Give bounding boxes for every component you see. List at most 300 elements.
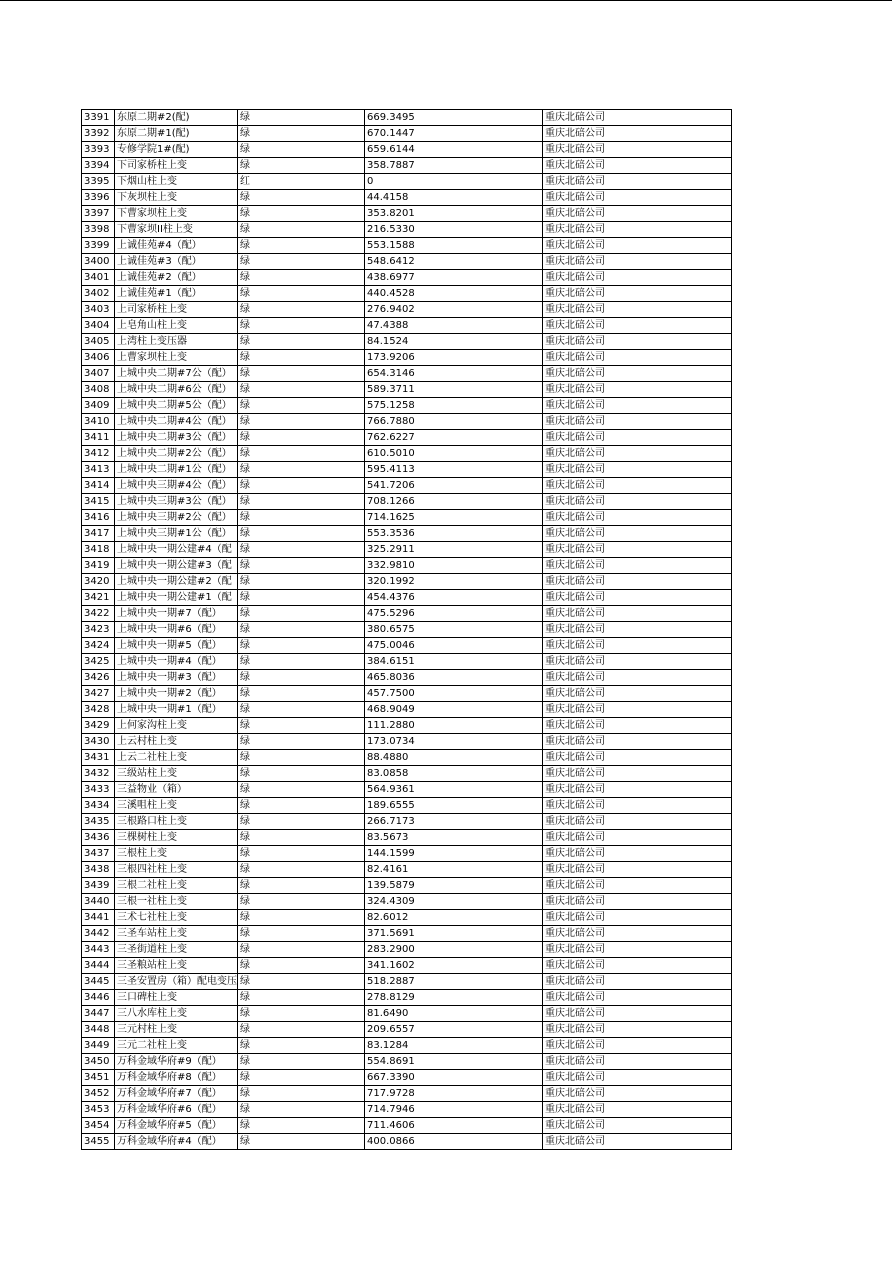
row-company-cell: 重庆北碚公司 (543, 1102, 732, 1118)
row-value-cell: 564.9361 (365, 782, 543, 798)
row-status-cell: 绿 (238, 190, 365, 206)
row-id-cell: 3432 (82, 766, 115, 782)
row-name-cell: 三八水库柱上变 (115, 1006, 238, 1022)
row-id-cell: 3428 (82, 702, 115, 718)
row-value-cell: 139.5879 (365, 878, 543, 894)
row-id-cell: 3423 (82, 622, 115, 638)
row-status-cell: 绿 (238, 814, 365, 830)
row-status-cell: 绿 (238, 1038, 365, 1054)
row-company-cell: 重庆北碚公司 (543, 750, 732, 766)
table-row (82, 766, 732, 782)
row-status-cell: 绿 (238, 622, 365, 638)
row-name-cell: 上皂角山柱上变 (115, 318, 238, 334)
row-status-cell: 绿 (238, 158, 365, 174)
row-value-cell: 324.4309 (365, 894, 543, 910)
row-name-cell: 三级站柱上变 (115, 766, 238, 782)
row-company-cell: 重庆北碚公司 (543, 318, 732, 334)
row-name-cell: 上城中央一期#6（配） (115, 622, 238, 638)
row-status-cell: 绿 (238, 702, 365, 718)
row-company-cell: 重庆北碚公司 (543, 1054, 732, 1070)
row-status-cell: 绿 (238, 638, 365, 654)
row-id-cell: 3417 (82, 526, 115, 542)
row-name-cell: 上城中央三期#4公（配） (115, 478, 238, 494)
table-row (82, 814, 732, 830)
row-value-cell: 341.1602 (365, 958, 543, 974)
row-value-cell: 708.1266 (365, 494, 543, 510)
row-value-cell: 0 (365, 174, 543, 190)
table-row (82, 238, 732, 254)
table-row (82, 1038, 732, 1054)
row-name-cell: 下灰坝柱上变 (115, 190, 238, 206)
row-company-cell: 重庆北碚公司 (543, 510, 732, 526)
row-id-cell: 3447 (82, 1006, 115, 1022)
row-status-cell: 绿 (238, 430, 365, 446)
table-row (82, 894, 732, 910)
table-row (82, 782, 732, 798)
row-id-cell: 3451 (82, 1070, 115, 1086)
row-company-cell: 重庆北碚公司 (543, 414, 732, 430)
row-id-cell: 3418 (82, 542, 115, 558)
row-value-cell: 44.4158 (365, 190, 543, 206)
row-id-cell: 3453 (82, 1102, 115, 1118)
row-name-cell: 三圣粮站柱上变 (115, 958, 238, 974)
row-status-cell: 绿 (238, 254, 365, 270)
row-value-cell: 766.7880 (365, 414, 543, 430)
row-company-cell: 重庆北碚公司 (543, 654, 732, 670)
row-value-cell: 554.8691 (365, 1054, 543, 1070)
row-value-cell: 589.3711 (365, 382, 543, 398)
row-status-cell: 绿 (238, 958, 365, 974)
row-id-cell: 3431 (82, 750, 115, 766)
table-row (82, 366, 732, 382)
row-company-cell: 重庆北碚公司 (543, 190, 732, 206)
row-company-cell: 重庆北碚公司 (543, 1022, 732, 1038)
table-row (82, 318, 732, 334)
row-status-cell: 绿 (238, 1086, 365, 1102)
row-company-cell: 重庆北碚公司 (543, 766, 732, 782)
row-id-cell: 3436 (82, 830, 115, 846)
table-row (82, 670, 732, 686)
row-status-cell: 绿 (238, 670, 365, 686)
row-name-cell: 上城中央一期#4（配） (115, 654, 238, 670)
row-name-cell: 上城中央二期#1公（配） (115, 462, 238, 478)
row-value-cell: 465.8036 (365, 670, 543, 686)
row-value-cell: 325.2911 (365, 542, 543, 558)
row-name-cell: 三圣车站柱上变 (115, 926, 238, 942)
table-row (82, 574, 732, 590)
row-value-cell: 144.1599 (365, 846, 543, 862)
row-id-cell: 3399 (82, 238, 115, 254)
row-company-cell: 重庆北碚公司 (543, 1070, 732, 1086)
row-company-cell: 重庆北碚公司 (543, 878, 732, 894)
row-name-cell: 万科金域华府#7（配） (115, 1086, 238, 1102)
row-company-cell: 重庆北碚公司 (543, 974, 732, 990)
row-status-cell: 绿 (238, 302, 365, 318)
row-status-cell: 绿 (238, 606, 365, 622)
row-name-cell: 三术七社柱上变 (115, 910, 238, 926)
row-status-cell: 绿 (238, 142, 365, 158)
table-row (82, 158, 732, 174)
row-status-cell: 绿 (238, 510, 365, 526)
row-name-cell: 上诚佳苑#3（配） (115, 254, 238, 270)
table-row (82, 254, 732, 270)
row-name-cell: 三根四社柱上变 (115, 862, 238, 878)
row-company-cell: 重庆北碚公司 (543, 590, 732, 606)
row-name-cell: 上诚佳苑#2（配） (115, 270, 238, 286)
table-row (82, 414, 732, 430)
row-status-cell: 绿 (238, 910, 365, 926)
row-status-cell: 绿 (238, 1054, 365, 1070)
row-status-cell: 绿 (238, 494, 365, 510)
row-value-cell: 475.0046 (365, 638, 543, 654)
row-company-cell: 重庆北碚公司 (543, 126, 732, 142)
row-company-cell: 重庆北碚公司 (543, 718, 732, 734)
table-row (82, 334, 732, 350)
row-id-cell: 3445 (82, 974, 115, 990)
row-company-cell: 重庆北碚公司 (543, 1134, 732, 1150)
row-company-cell: 重庆北碚公司 (543, 174, 732, 190)
row-company-cell: 重庆北碚公司 (543, 670, 732, 686)
row-value-cell: 548.6412 (365, 254, 543, 270)
table-row (82, 430, 732, 446)
row-value-cell: 173.9206 (365, 350, 543, 366)
row-id-cell: 3393 (82, 142, 115, 158)
table-row (82, 1054, 732, 1070)
table-row (82, 622, 732, 638)
row-name-cell: 三根一社柱上变 (115, 894, 238, 910)
row-value-cell: 440.4528 (365, 286, 543, 302)
row-company-cell: 重庆北碚公司 (543, 1006, 732, 1022)
table-row (82, 606, 732, 622)
row-id-cell: 3443 (82, 942, 115, 958)
row-name-cell: 万科金域华府#6（配） (115, 1102, 238, 1118)
row-id-cell: 3405 (82, 334, 115, 350)
row-status-cell: 绿 (238, 990, 365, 1006)
row-value-cell: 400.0866 (365, 1134, 543, 1150)
row-id-cell: 3449 (82, 1038, 115, 1054)
row-value-cell: 714.7946 (365, 1102, 543, 1118)
table-row (82, 350, 732, 366)
row-status-cell: 绿 (238, 110, 365, 126)
row-company-cell: 重庆北碚公司 (543, 606, 732, 622)
row-company-cell: 重庆北碚公司 (543, 302, 732, 318)
row-status-cell: 绿 (238, 590, 365, 606)
row-id-cell: 3392 (82, 126, 115, 142)
row-status-cell: 绿 (238, 1118, 365, 1134)
row-company-cell: 重庆北碚公司 (543, 958, 732, 974)
row-value-cell: 541.7206 (365, 478, 543, 494)
row-name-cell: 东原二期#1(配) (115, 126, 238, 142)
row-id-cell: 3419 (82, 558, 115, 574)
row-id-cell: 3397 (82, 206, 115, 222)
row-company-cell: 重庆北碚公司 (543, 798, 732, 814)
row-company-cell: 重庆北碚公司 (543, 686, 732, 702)
table-row (82, 1086, 732, 1102)
table-row (82, 190, 732, 206)
row-name-cell: 上城中央二期#2公（配） (115, 446, 238, 462)
row-company-cell: 重庆北碚公司 (543, 830, 732, 846)
row-status-cell: 绿 (238, 766, 365, 782)
row-company-cell: 重庆北碚公司 (543, 574, 732, 590)
row-status-cell: 绿 (238, 382, 365, 398)
row-value-cell: 358.7887 (365, 158, 543, 174)
row-status-cell: 绿 (238, 942, 365, 958)
row-status-cell: 绿 (238, 798, 365, 814)
row-value-cell: 714.1625 (365, 510, 543, 526)
row-name-cell: 上城中央一期公建#3（配 (115, 558, 238, 574)
row-name-cell: 上城中央一期#3（配） (115, 670, 238, 686)
row-value-cell: 332.9810 (365, 558, 543, 574)
row-name-cell: 上云二社柱上变 (115, 750, 238, 766)
row-company-cell: 重庆北碚公司 (543, 334, 732, 350)
table-row (82, 958, 732, 974)
row-company-cell: 重庆北碚公司 (543, 526, 732, 542)
row-name-cell: 上城中央三期#3公（配） (115, 494, 238, 510)
row-status-cell: 绿 (238, 686, 365, 702)
row-value-cell: 209.6557 (365, 1022, 543, 1038)
table-row (82, 942, 732, 958)
table-row (82, 1070, 732, 1086)
table-row (82, 1022, 732, 1038)
row-name-cell: 上城中央一期#2（配） (115, 686, 238, 702)
row-status-cell: 绿 (238, 574, 365, 590)
row-company-cell: 重庆北碚公司 (543, 478, 732, 494)
row-company-cell: 重庆北碚公司 (543, 110, 732, 126)
row-name-cell: 三根路口柱上变 (115, 814, 238, 830)
table-row (82, 206, 732, 222)
row-status-cell: 绿 (238, 238, 365, 254)
row-company-cell: 重庆北碚公司 (543, 942, 732, 958)
row-status-cell: 绿 (238, 862, 365, 878)
row-id-cell: 3441 (82, 910, 115, 926)
row-status-cell: 红 (238, 174, 365, 190)
table-row (82, 1118, 732, 1134)
row-name-cell: 上城中央一期公建#4（配 (115, 542, 238, 558)
row-status-cell: 绿 (238, 830, 365, 846)
row-status-cell: 绿 (238, 1070, 365, 1086)
table-row (82, 126, 732, 142)
row-name-cell: 三圣街道柱上变 (115, 942, 238, 958)
row-company-cell: 重庆北碚公司 (543, 382, 732, 398)
row-id-cell: 3444 (82, 958, 115, 974)
row-id-cell: 3446 (82, 990, 115, 1006)
row-company-cell: 重庆北碚公司 (543, 846, 732, 862)
row-name-cell: 上诚佳苑#4（配） (115, 238, 238, 254)
row-company-cell: 重庆北碚公司 (543, 270, 732, 286)
table-row (82, 1134, 732, 1150)
table-row (82, 702, 732, 718)
row-value-cell: 468.9049 (365, 702, 543, 718)
row-status-cell: 绿 (238, 974, 365, 990)
row-name-cell: 上曹家坝柱上变 (115, 350, 238, 366)
table-row (82, 1102, 732, 1118)
row-value-cell: 216.5330 (365, 222, 543, 238)
row-value-cell: 276.9402 (365, 302, 543, 318)
row-status-cell: 绿 (238, 1134, 365, 1150)
row-id-cell: 3429 (82, 718, 115, 734)
row-status-cell: 绿 (238, 782, 365, 798)
row-status-cell: 绿 (238, 366, 365, 382)
row-name-cell: 万科金域华府#8（配） (115, 1070, 238, 1086)
row-status-cell: 绿 (238, 206, 365, 222)
table-row (82, 798, 732, 814)
row-id-cell: 3409 (82, 398, 115, 414)
row-value-cell: 762.6227 (365, 430, 543, 446)
row-company-cell: 重庆北碚公司 (543, 638, 732, 654)
row-name-cell: 上城中央三期#1公（配） (115, 526, 238, 542)
row-id-cell: 3438 (82, 862, 115, 878)
row-id-cell: 3454 (82, 1118, 115, 1134)
row-name-cell: 三口碑柱上变 (115, 990, 238, 1006)
row-name-cell: 三元二社柱上变 (115, 1038, 238, 1054)
row-value-cell: 189.6555 (365, 798, 543, 814)
row-company-cell: 重庆北碚公司 (543, 206, 732, 222)
table-row (82, 718, 732, 734)
row-name-cell: 万科金域华府#5（配） (115, 1118, 238, 1134)
row-status-cell: 绿 (238, 398, 365, 414)
row-status-cell: 绿 (238, 894, 365, 910)
table-row (82, 846, 732, 862)
row-company-cell: 重庆北碚公司 (543, 926, 732, 942)
row-value-cell: 320.1992 (365, 574, 543, 590)
table-row (82, 462, 732, 478)
row-id-cell: 3401 (82, 270, 115, 286)
row-company-cell: 重庆北碚公司 (543, 622, 732, 638)
row-status-cell: 绿 (238, 478, 365, 494)
row-id-cell: 3413 (82, 462, 115, 478)
row-company-cell: 重庆北碚公司 (543, 542, 732, 558)
row-value-cell: 475.5296 (365, 606, 543, 622)
row-company-cell: 重庆北碚公司 (543, 782, 732, 798)
row-status-cell: 绿 (238, 542, 365, 558)
row-id-cell: 3425 (82, 654, 115, 670)
row-status-cell: 绿 (238, 878, 365, 894)
row-name-cell: 下烟山柱上变 (115, 174, 238, 190)
table-row (82, 526, 732, 542)
table-row (82, 734, 732, 750)
row-company-cell: 重庆北碚公司 (543, 1086, 732, 1102)
row-name-cell: 万科金域华府#4（配） (115, 1134, 238, 1150)
table-row (82, 446, 732, 462)
table-row (82, 654, 732, 670)
row-id-cell: 3434 (82, 798, 115, 814)
row-name-cell: 上城中央一期#5（配） (115, 638, 238, 654)
row-id-cell: 3421 (82, 590, 115, 606)
row-value-cell: 575.1258 (365, 398, 543, 414)
row-name-cell: 万科金域华府#9（配） (115, 1054, 238, 1070)
table-row (82, 878, 732, 894)
row-status-cell: 绿 (238, 718, 365, 734)
row-id-cell: 3440 (82, 894, 115, 910)
row-name-cell: 上城中央二期#7公（配） (115, 366, 238, 382)
row-id-cell: 3426 (82, 670, 115, 686)
row-id-cell: 3435 (82, 814, 115, 830)
row-id-cell: 3410 (82, 414, 115, 430)
row-company-cell: 重庆北碚公司 (543, 142, 732, 158)
row-value-cell: 88.4880 (365, 750, 543, 766)
row-status-cell: 绿 (238, 446, 365, 462)
row-id-cell: 3433 (82, 782, 115, 798)
row-value-cell: 438.6977 (365, 270, 543, 286)
table-row (82, 862, 732, 878)
row-name-cell: 上云村柱上变 (115, 734, 238, 750)
table-body (82, 110, 732, 1150)
row-name-cell: 上何家沟柱上变 (115, 718, 238, 734)
row-id-cell: 3452 (82, 1086, 115, 1102)
row-company-cell: 重庆北碚公司 (543, 910, 732, 926)
row-status-cell: 绿 (238, 286, 365, 302)
row-value-cell: 83.5673 (365, 830, 543, 846)
row-name-cell: 上城中央二期#5公（配） (115, 398, 238, 414)
row-company-cell: 重庆北碚公司 (543, 254, 732, 270)
table-row (82, 830, 732, 846)
page-top-rule (0, 0, 892, 1)
table-row (82, 686, 732, 702)
row-company-cell: 重庆北碚公司 (543, 558, 732, 574)
row-name-cell: 三益物业（箱） (115, 782, 238, 798)
row-company-cell: 重庆北碚公司 (543, 446, 732, 462)
table-row (82, 382, 732, 398)
row-value-cell: 82.4161 (365, 862, 543, 878)
row-value-cell: 371.5691 (365, 926, 543, 942)
row-id-cell: 3414 (82, 478, 115, 494)
row-status-cell: 绿 (238, 846, 365, 862)
row-value-cell: 669.3495 (365, 110, 543, 126)
row-id-cell: 3411 (82, 430, 115, 446)
row-name-cell: 下司家桥柱上变 (115, 158, 238, 174)
row-company-cell: 重庆北碚公司 (543, 286, 732, 302)
row-company-cell: 重庆北碚公司 (543, 158, 732, 174)
row-name-cell: 三根柱上变 (115, 846, 238, 862)
row-status-cell: 绿 (238, 318, 365, 334)
row-name-cell: 上城中央一期公建#2（配 (115, 574, 238, 590)
row-company-cell: 重庆北碚公司 (543, 350, 732, 366)
row-name-cell: 上湾柱上变压器 (115, 334, 238, 350)
table-row (82, 542, 732, 558)
row-status-cell: 绿 (238, 734, 365, 750)
row-status-cell: 绿 (238, 1006, 365, 1022)
row-value-cell: 553.1588 (365, 238, 543, 254)
row-name-cell: 上城中央一期#7（配） (115, 606, 238, 622)
table-row (82, 478, 732, 494)
row-id-cell: 3400 (82, 254, 115, 270)
row-name-cell: 三元村柱上变 (115, 1022, 238, 1038)
row-name-cell: 东原二期#2(配) (115, 110, 238, 126)
row-id-cell: 3395 (82, 174, 115, 190)
table-row (82, 110, 732, 126)
row-status-cell: 绿 (238, 558, 365, 574)
row-status-cell: 绿 (238, 462, 365, 478)
row-value-cell: 83.0858 (365, 766, 543, 782)
table-row (82, 590, 732, 606)
row-company-cell: 重庆北碚公司 (543, 398, 732, 414)
row-name-cell: 三溪咀柱上变 (115, 798, 238, 814)
table-row (82, 174, 732, 190)
row-status-cell: 绿 (238, 270, 365, 286)
row-value-cell: 610.5010 (365, 446, 543, 462)
table-row (82, 558, 732, 574)
row-name-cell: 上城中央一期#1（配） (115, 702, 238, 718)
row-value-cell: 384.6151 (365, 654, 543, 670)
table-row (82, 286, 732, 302)
row-value-cell: 266.7173 (365, 814, 543, 830)
table-row (82, 974, 732, 990)
row-company-cell: 重庆北碚公司 (543, 990, 732, 1006)
row-company-cell: 重庆北碚公司 (543, 734, 732, 750)
table-row (82, 990, 732, 1006)
row-name-cell: 上城中央二期#4公（配） (115, 414, 238, 430)
row-name-cell: 专修学院1#(配) (115, 142, 238, 158)
